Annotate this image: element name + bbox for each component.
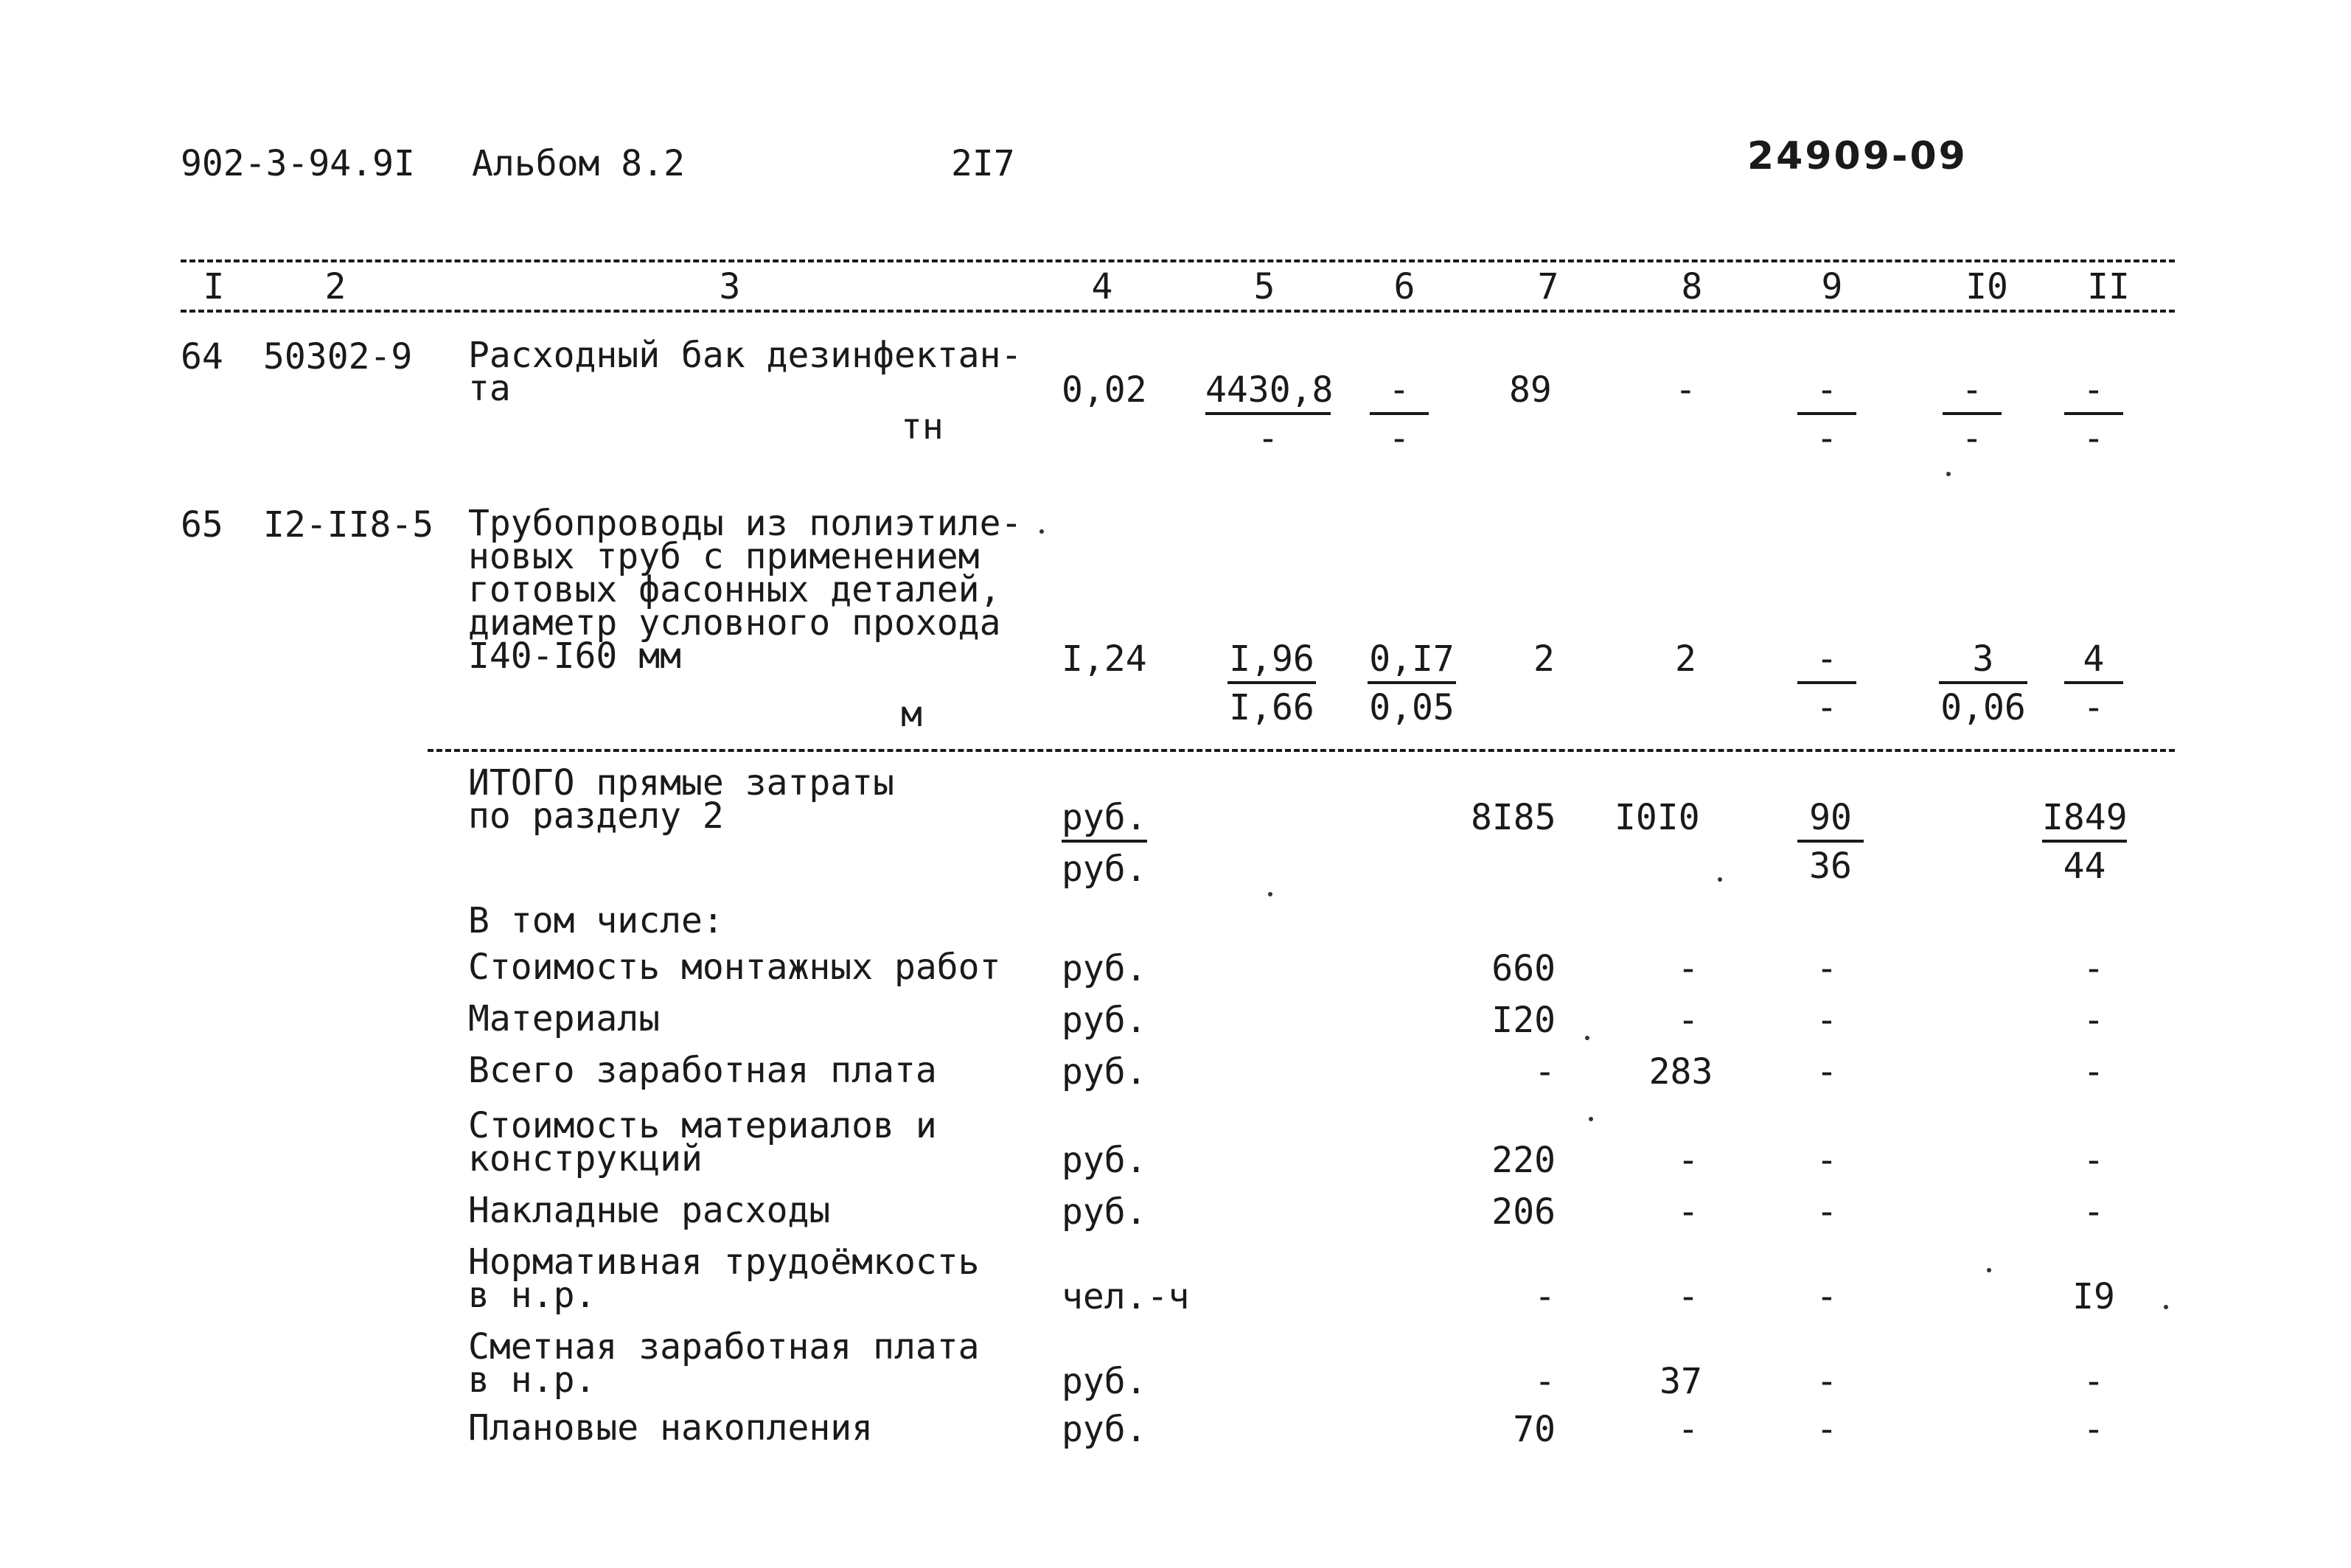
detail-col8: -: [1677, 1276, 1699, 1317]
col6-numerator: 0,I7: [1368, 641, 1456, 684]
row-description: Расходный бак дезинфектан- та: [468, 335, 1023, 409]
detail-col7: 220: [1491, 1140, 1556, 1181]
detail-unit: руб.: [1062, 1409, 1147, 1450]
col4-value: 0,02: [1062, 369, 1147, 411]
detail-col9: -: [1816, 1140, 1838, 1181]
document-code: 902-3-94.9I: [181, 143, 415, 184]
col11-numerator: 4: [2064, 641, 2123, 684]
col11-fraction: [2064, 638, 2123, 728]
detail-label: Накладные расходы: [468, 1190, 831, 1231]
detail-col8: -: [1677, 1191, 1699, 1233]
totals-col9-fraction: [1797, 797, 1864, 887]
col11-numerator: -: [2064, 372, 2123, 415]
detail-unit: руб.: [1062, 1361, 1147, 1402]
col5-denominator: -: [1257, 418, 1279, 459]
totals-label: ИТОГО прямые затраты по разделу 2: [468, 762, 894, 837]
detail-unit: руб.: [1062, 1000, 1147, 1041]
detail-col7: -: [1534, 1361, 1556, 1402]
totals-separator-rule: [428, 749, 2175, 752]
col11-denominator: -: [2083, 687, 2105, 728]
detail-col9: -: [1816, 1276, 1838, 1317]
detail-col7: -: [1534, 1276, 1556, 1317]
album-label: Альбом 8.2: [472, 143, 685, 184]
scan-speck: [1987, 1268, 1991, 1272]
detail-label: Всего заработная плата: [468, 1050, 937, 1091]
stamp-number: 24909-09: [1747, 134, 1968, 178]
scan-speck: [2164, 1305, 2168, 1309]
totals-col8: I0I0: [1615, 797, 1700, 838]
detail-unit: руб.: [1062, 1140, 1147, 1181]
col9-numerator: -: [1797, 372, 1856, 415]
col6-fraction: [1368, 638, 1456, 728]
totals-col9-numerator: 90: [1797, 800, 1864, 843]
col7-value: 2: [1533, 638, 1555, 680]
detail-col11: -: [2083, 1140, 2105, 1181]
detail-label: Сметная заработная плата в н.р.: [468, 1326, 980, 1401]
col11-fraction: [2064, 369, 2123, 459]
detail-col11: -: [2083, 948, 2105, 989]
col-header-3: 3: [719, 266, 741, 307]
col5-numerator: I,96: [1227, 641, 1316, 684]
detail-col8: -: [1677, 1000, 1699, 1041]
col11-denominator: -: [2083, 418, 2105, 459]
detail-unit: руб.: [1062, 1051, 1147, 1093]
col-header-8: 8: [1681, 266, 1703, 307]
col7-value: 89: [1509, 369, 1552, 411]
col10-denominator: -: [1961, 418, 1983, 459]
col9-numerator: -: [1797, 641, 1856, 684]
detail-col8: 283: [1648, 1051, 1713, 1093]
col-header-2: 2: [324, 266, 346, 307]
col-header-11: II: [2087, 266, 2130, 307]
col-header-5: 5: [1253, 266, 1275, 307]
detail-col9: -: [1816, 1191, 1838, 1233]
col-header-7: 7: [1537, 266, 1559, 307]
col5-numerator: 4430,8: [1205, 372, 1331, 415]
detail-col8: -: [1677, 948, 1699, 989]
col6-fraction: [1370, 369, 1429, 459]
col-header-4: 4: [1091, 266, 1113, 307]
col8-value: 2: [1675, 638, 1696, 680]
totals-col7: 8I85: [1471, 797, 1556, 838]
row-code: I2-II8-5: [263, 504, 434, 546]
detail-col11: -: [2083, 1191, 2105, 1233]
col10-denominator: 0,06: [1940, 687, 2026, 728]
scan-speck: [1585, 1036, 1589, 1040]
detail-col8: -: [1677, 1409, 1699, 1450]
detail-unit: чел.-ч: [1062, 1276, 1190, 1317]
detail-col9: -: [1816, 1000, 1838, 1041]
col5-denominator: I,66: [1229, 687, 1314, 728]
detail-col7: I20: [1491, 1000, 1556, 1041]
col9-denominator: -: [1816, 418, 1838, 459]
detail-label: Стоимость материалов и конструкций: [468, 1105, 937, 1180]
scan-speck: [1268, 892, 1272, 896]
detail-col11: -: [2083, 1409, 2105, 1450]
including-label: В том числе:: [468, 900, 724, 941]
col-header-9: 9: [1821, 266, 1843, 307]
col10-fraction: [1939, 638, 2027, 728]
detail-unit: руб.: [1062, 1191, 1147, 1233]
header-bottom-rule: [181, 310, 2175, 313]
row-description: Трубопроводы из полиэтиле- новых труб с применением готовых фасонных деталей, диаметр условного прохода I40-I60 мм: [468, 503, 1023, 677]
detail-col9: -: [1816, 1361, 1838, 1402]
row-unit: м: [901, 694, 922, 735]
col-header-10: I0: [1965, 266, 2008, 307]
row-unit: тн: [901, 406, 944, 447]
scan-speck: [1039, 529, 1044, 534]
col5-fraction: [1227, 638, 1316, 728]
scan-speck: [1589, 1117, 1593, 1121]
col6-denominator: -: [1388, 418, 1410, 459]
detail-col7: 660: [1491, 948, 1556, 989]
detail-col9: -: [1816, 1409, 1838, 1450]
detail-col11: I9: [2072, 1276, 2115, 1317]
col10-numerator: -: [1943, 372, 2002, 415]
detail-col11: -: [2083, 1000, 2105, 1041]
col10-fraction: [1943, 369, 2002, 459]
detail-label: Стоимость монтажных работ: [468, 947, 1001, 988]
detail-unit: руб.: [1062, 948, 1147, 989]
detail-label: Материалы: [468, 998, 661, 1039]
scan-speck: [1946, 472, 1951, 476]
col-header-6: 6: [1393, 266, 1415, 307]
col8-value: -: [1675, 369, 1696, 411]
col9-fraction: [1797, 638, 1856, 728]
header-top-rule: [181, 259, 2175, 262]
page-number: 2I7: [951, 143, 1015, 184]
detail-col7: 70: [1513, 1409, 1556, 1450]
totals-col9-denominator: 36: [1809, 846, 1852, 887]
col-header-1: I: [203, 266, 225, 307]
col10-numerator: 3: [1939, 641, 2027, 684]
col9-denominator: -: [1816, 687, 1838, 728]
detail-col7: 206: [1491, 1191, 1556, 1233]
row-code: 50302-9: [263, 336, 413, 377]
totals-unit-2: руб.: [1062, 849, 1147, 890]
totals-unit-1: руб.: [1062, 800, 1147, 843]
detail-col7: -: [1534, 1051, 1556, 1093]
totals-col11-fraction: [2042, 797, 2128, 887]
detail-col11: -: [2083, 1051, 2105, 1093]
detail-label: Нормативная трудоёмкость в н.р.: [468, 1241, 980, 1316]
detail-col11: -: [2083, 1361, 2105, 1402]
col4-value: I,24: [1062, 638, 1147, 680]
detail-col8: -: [1677, 1140, 1699, 1181]
detail-col9: -: [1816, 948, 1838, 989]
row-number: 64: [181, 336, 223, 377]
totals-col11-numerator: I849: [2042, 800, 2127, 843]
col5-fraction: [1205, 369, 1334, 459]
col6-numerator: -: [1370, 372, 1429, 415]
detail-col9: -: [1816, 1051, 1838, 1093]
scan-speck: [1718, 877, 1722, 882]
col6-denominator: 0,05: [1369, 687, 1455, 728]
col9-fraction: [1797, 369, 1856, 459]
detail-col8: 37: [1659, 1361, 1702, 1402]
totals-col11-denominator: 44: [2063, 846, 2106, 887]
detail-label: Плановые накопления: [468, 1407, 874, 1449]
row-number: 65: [181, 504, 223, 546]
